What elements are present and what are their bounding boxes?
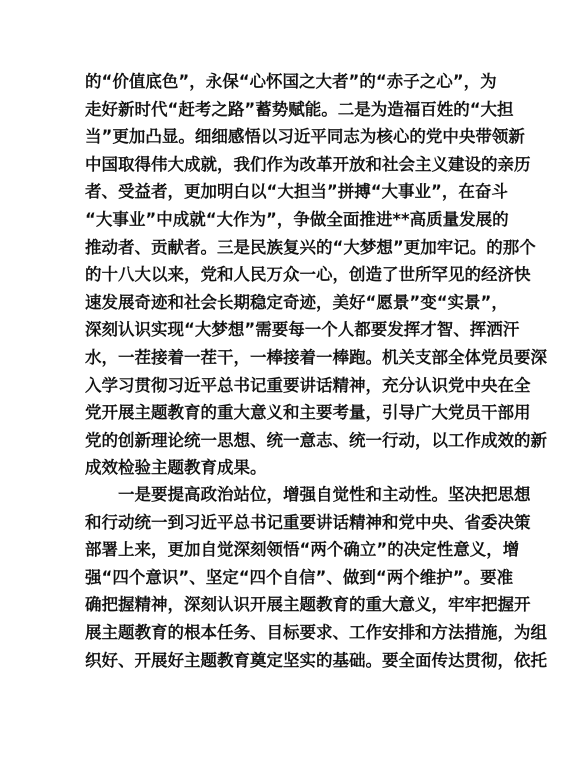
text-line: 水，一茬接着一茬干，一棒接着一棒跑。机关支部全体党员要深 (85, 347, 547, 367)
text-line: 深刻认识实现“大梦想”需要每一个人都要发挥才智、挥洒汗 (85, 320, 520, 340)
paragraph-1 (85, 68, 547, 482)
text-line: 党开展主题教育的重大意义和主要考量，引导广大党员干部用 (85, 403, 531, 423)
text-line: 速发展奇迹和社会长期稳定奇迹，美好“愿景”变“实景”， (85, 292, 508, 312)
text-line: 入学习贯彻习近平总书记重要讲话精神，充分认识党中央在全 (85, 375, 531, 395)
text-line: 的十八大以来，党和人民万众一心，创造了世所罕见的经济快 (85, 265, 531, 285)
text-line: 部署上来，更加自觉深刻领悟“两个确立”的决定性意义，增 (85, 540, 520, 560)
text-line: 走好新时代“赶考之路”蓄势赋能。二是为造福百姓的“大担 (85, 99, 514, 119)
text-line: 展主题教育的根本任务、目标要求、工作安排和方法措施，为组 (85, 622, 547, 642)
text-line: 织好、开展好主题教育奠定坚实的基础。要全面传达贯彻，依托 (85, 650, 547, 670)
text-line: 一是要提高政治站位，增强自觉性和主动性。坚决把思想 (85, 485, 531, 504)
text-line: 和行动统一到习近平总书记重要讲话精神和党中央、省委决策 (85, 512, 531, 532)
text-line: 党的创新理论统一思想、统一意志、统一行动，以工作成效的新 (85, 430, 547, 450)
text-line: “大事业”中成就“大作为”，争做全面推进**高质量发展的 (85, 209, 509, 229)
text-line: 确把握精神，深刻认识开展主题教育的重大意义，牢牢把握开 (85, 595, 531, 615)
text-line: 推动者、贡献者。三是民族复兴的“大梦想”更加牢记。的那个 (85, 237, 536, 257)
text-line: 者、受益者，更加明白以“大担当”拼搏“大事业”，在奋斗 (85, 182, 508, 202)
text-line: 成效检验主题教育成果。 (85, 458, 267, 478)
text-line: 中国取得伟大成就，我们作为改革开放和社会主义建设的亲历 (85, 154, 531, 174)
text-line: 当”更加凸显。细细感悟以习近平同志为核心的党中央带领新 (85, 127, 525, 147)
text-line: 强“四个意识”、坚定“四个自信”、做到“两个维护”。要准 (85, 567, 514, 587)
paragraph-2 (85, 481, 547, 674)
text-line: 的“价值底色”，永保“心怀国之大者”的“赤子之心”，为 (85, 72, 497, 91)
